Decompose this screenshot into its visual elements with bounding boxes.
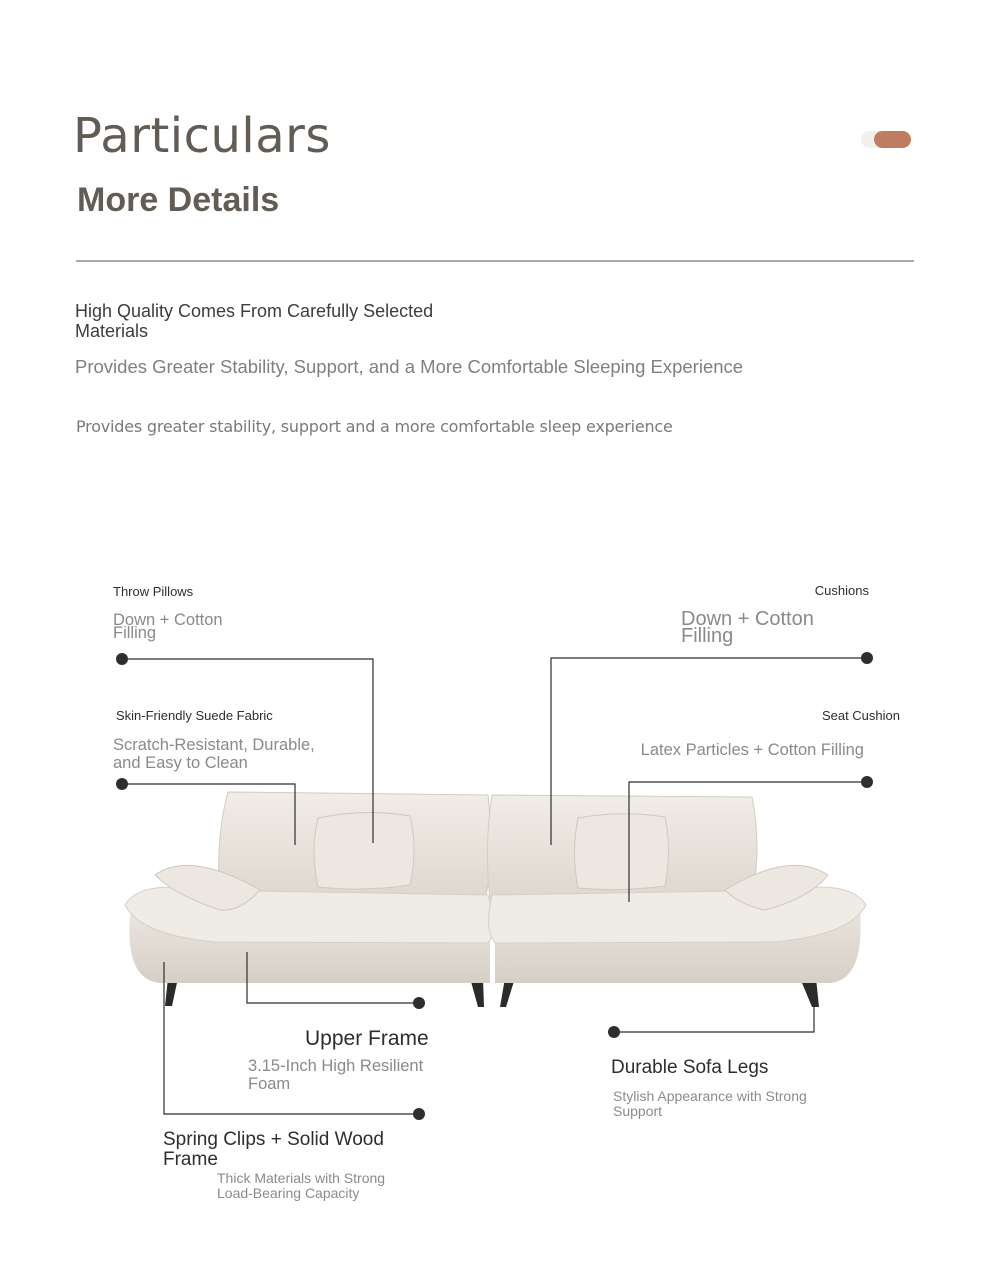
cushions-value: Down + Cotton Filling [681,608,814,647]
page-subtitle: More Details [77,181,280,219]
throw-pillows-label: Throw Pillows [113,584,194,599]
upper-frame-value: 3.15-Inch High Resilient Foam [248,1057,424,1093]
seat-cushion-value: Latex Particles + Cotton Filling [640,741,864,759]
section-lead: Provides Greater Stability, Support, and a More Comfortable Sleeping Experience [75,356,744,377]
section-heading: High Quality Comes From Carefully Selected Materials [75,301,434,341]
throw-pillows-value: Down + Cotton Filling [113,611,223,642]
fabric-label: Skin-Friendly Suede Fabric [116,708,273,723]
fabric-value: Scratch-Resistant, Durable, and Easy to Clean [113,736,315,772]
seat-cushion-label: Seat Cushion [821,708,900,723]
page-title: Particulars [73,108,331,164]
sofa-legs-value: Stylish Appearance with Strong Support [613,1088,807,1119]
frame-value: Thick Materials with Strong Load-Bearing Capacity [217,1170,386,1201]
frame-label: Spring Clips + Solid Wood Frame [163,1129,384,1170]
upper-frame-label: Upper Frame [305,1027,429,1050]
cushions-label: Cushions [814,583,869,598]
sofa-legs-label: Durable Sofa Legs [611,1057,769,1078]
section-description: Provides greater stability, support and a more comfortable sleep experience [76,417,673,436]
